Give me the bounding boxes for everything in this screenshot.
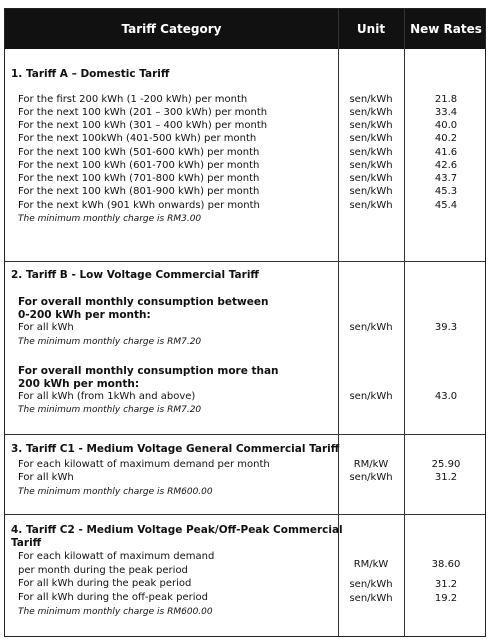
section-divider [5, 514, 485, 515]
rate-row-label: For the next 100 kWh (201 – 300 kWh) per month [18, 107, 268, 118]
table-header [5, 9, 485, 49]
rate-row-label: For the next 100 kWh (701-800 kWh) per month [18, 173, 260, 184]
rate-row-label: For the next 100 kWh (501-600 kWh) per month [18, 147, 260, 158]
section-title: 1. Tariff A – Domestic Tariff [11, 68, 170, 80]
rate-row-value: 31.2 [434, 579, 458, 590]
section-title-continued: Tariff [11, 537, 42, 549]
header-tariff-category: Tariff Category [121, 22, 222, 36]
minimum-charge-note: The minimum monthly charge is RM600.00 [18, 607, 213, 617]
header-new-rates: New Rates [410, 22, 482, 36]
section-divider [5, 434, 485, 435]
rate-row-value: 19.2 [434, 593, 458, 604]
rate-row-label: For the next 100 kWh (301 – 400 kWh) per month [18, 120, 268, 131]
rate-row-value: 39.3 [434, 322, 458, 333]
rate-row-label: For the next 100 kWh (601-700 kWh) per month [18, 160, 260, 171]
rate-row-unit: sen/kWh [349, 472, 393, 483]
rate-row-label: For each kilowatt of maximum demand per month [18, 459, 270, 470]
rate-row-value: 21.8 [434, 94, 458, 105]
rate-row-unit: sen/kWh [349, 200, 393, 211]
rate-row-value: 43.0 [434, 391, 458, 402]
rate-row-label: For all kWh [18, 322, 74, 333]
rate-row-unit: sen/kWh [349, 579, 393, 590]
rate-row-value: 31.2 [434, 472, 458, 483]
subsection-heading: For overall monthly consumption between [18, 296, 269, 308]
minimum-charge-note: The minimum monthly charge is RM3.00 [18, 214, 202, 224]
rate-row-label: For all kWh (from 1kWh and above) [18, 391, 196, 402]
section-title: 4. Tariff C2 - Medium Voltage Peak/Off-Peak Commercial [11, 524, 343, 536]
rate-row-label: For each kilowatt of maximum demand [18, 551, 215, 562]
rate-row-value: 40.2 [434, 133, 458, 144]
rate-row-value: 25.90 [431, 459, 461, 470]
minimum-charge-note: The minimum monthly charge is RM600.00 [18, 487, 213, 497]
rate-row-value: 45.3 [434, 186, 458, 197]
subsection-heading: 0-200 kWh per month: [18, 309, 151, 321]
rate-row-unit: sen/kWh [349, 186, 393, 197]
rate-row-value: 38.60 [431, 559, 461, 570]
rate-row-label: For the next 100kWh (401-500 kWh) per month [18, 133, 257, 144]
rate-row-unit: sen/kWh [349, 173, 393, 184]
rate-row-value: 40.0 [434, 120, 458, 131]
rate-row-label: per month during the peak period [18, 565, 188, 576]
rate-row-unit: sen/kWh [349, 120, 393, 131]
rate-row-unit: RM/kW [353, 559, 389, 570]
tariff-table [4, 8, 486, 637]
rate-row-unit: sen/kWh [349, 160, 393, 171]
minimum-charge-note: The minimum monthly charge is RM7.20 [18, 405, 202, 415]
rate-row-unit: sen/kWh [349, 133, 393, 144]
rate-row-label: For the next kWh (901 kWh onwards) per month [18, 200, 260, 211]
rate-row-unit: sen/kWh [349, 94, 393, 105]
minimum-charge-note: The minimum monthly charge is RM7.20 [18, 337, 202, 347]
rate-row-value: 41.6 [434, 147, 458, 158]
rate-row-unit: sen/kWh [349, 593, 393, 604]
subsection-heading: 200 kWh per month: [18, 378, 140, 390]
rate-row-value: 33.4 [434, 107, 458, 118]
rate-row-label: For the first 200 kWh (1 -200 kWh) per month [18, 94, 248, 105]
subsection-heading: For overall monthly consumption more than [18, 365, 279, 377]
rate-row-unit: sen/kWh [349, 391, 393, 402]
section-title: 2. Tariff B - Low Voltage Commercial Tariff [11, 269, 259, 281]
rate-row-value: 42.6 [434, 160, 458, 171]
header-unit: Unit [356, 22, 386, 36]
section-divider [5, 261, 485, 262]
rate-row-label: For all kWh [18, 472, 74, 483]
rate-row-unit: RM/kW [353, 459, 389, 470]
rate-row-label: For all kWh during the peak period [18, 578, 192, 589]
rate-row-label: For the next 100 kWh (801-900 kWh) per month [18, 186, 260, 197]
rate-row-unit: sen/kWh [349, 107, 393, 118]
rate-row-value: 45.4 [434, 200, 458, 211]
rate-row-label: For all kWh during the off-peak period [18, 592, 208, 603]
rate-row-unit: sen/kWh [349, 322, 393, 333]
rate-row-unit: sen/kWh [349, 147, 393, 158]
section-title: 3. Tariff C1 - Medium Voltage General Commercial Tariff [11, 443, 340, 455]
rate-row-value: 43.7 [434, 173, 458, 184]
